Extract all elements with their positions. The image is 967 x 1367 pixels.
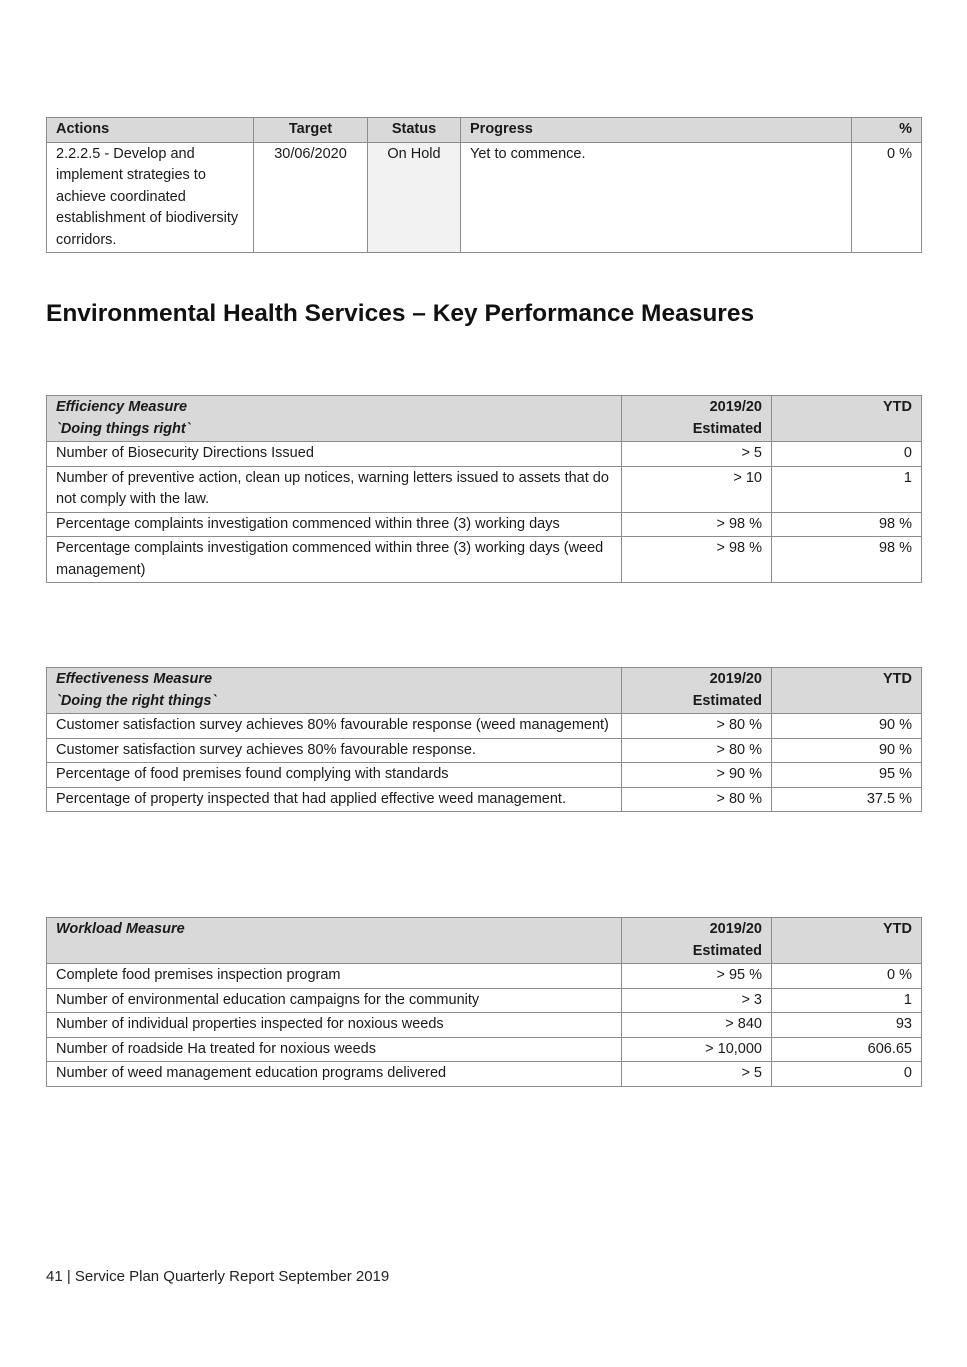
- effectiveness-subtitle: `Doing the right things`: [56, 692, 217, 709]
- target-cell: > 840: [622, 1013, 772, 1038]
- table-row: [47, 512, 922, 537]
- measure-cell: Customer satisfaction survey achieves 80% favourable response.: [47, 738, 622, 763]
- ytd-cell: 0: [772, 1062, 922, 1087]
- workload-year-header: [622, 918, 772, 964]
- target-cell: > 5: [622, 442, 772, 467]
- workload-table: [46, 917, 922, 1087]
- table-row: [47, 763, 922, 788]
- effectiveness-header: [47, 668, 622, 714]
- measure-cell: Complete food premises inspection program: [47, 964, 622, 989]
- ytd-cell: 90 %: [772, 738, 922, 763]
- measure-cell: Number of individual properties inspected for noxious weeds: [47, 1013, 622, 1038]
- target-cell: > 3: [622, 988, 772, 1013]
- effectiveness-title: Effectiveness Measure: [56, 671, 213, 687]
- estimated-label: Estimated: [692, 420, 762, 437]
- ytd-cell: 98 %: [772, 537, 922, 583]
- ytd-cell: 0: [772, 442, 922, 467]
- target-cell: > 5: [622, 1062, 772, 1087]
- measure-cell: Percentage of property inspected that had applied effective weed management.: [47, 787, 622, 812]
- table-row: [47, 537, 922, 583]
- actions-header-row: [47, 118, 922, 143]
- ytd-cell: 95 %: [772, 763, 922, 788]
- efficiency-subtitle: `Doing things right`: [56, 420, 191, 437]
- table-row: [47, 1037, 922, 1062]
- measure-cell: Number of weed management education programs delivered: [47, 1062, 622, 1087]
- header-percent: %: [852, 118, 922, 143]
- efficiency-table: [46, 395, 922, 583]
- measure-cell: Customer satisfaction survey achieves 80% favourable response (weed management): [47, 714, 622, 739]
- year-label: 2019/20: [709, 921, 762, 937]
- workload-ytd-header: YTD: [772, 918, 922, 964]
- efficiency-title: Efficiency Measure: [56, 399, 188, 415]
- measure-cell: Percentage complaints investigation commenced within three (3) working days: [47, 512, 622, 537]
- ytd-cell: 1: [772, 988, 922, 1013]
- header-actions: Actions: [47, 118, 254, 143]
- target-cell: > 98 %: [622, 512, 772, 537]
- effectiveness-table: [46, 667, 922, 812]
- target-cell: 30/06/2020: [254, 142, 368, 253]
- section-title: Environmental Health Services – Key Performance Measures: [46, 300, 755, 327]
- target-cell: > 90 %: [622, 763, 772, 788]
- table-row: [47, 738, 922, 763]
- table-row: [47, 442, 922, 467]
- effectiveness-header-row: [47, 668, 922, 714]
- target-cell: > 10,000: [622, 1037, 772, 1062]
- header-progress: Progress: [461, 118, 852, 143]
- table-row: [47, 1013, 922, 1038]
- status-cell: On Hold: [368, 142, 461, 253]
- actions-table: [46, 117, 922, 253]
- target-cell: > 98 %: [622, 537, 772, 583]
- year-label: 2019/20: [709, 399, 762, 415]
- measure-cell: Number of Biosecurity Directions Issued: [47, 442, 622, 467]
- table-row: [47, 1062, 922, 1087]
- action-cell: 2.2.2.5 - Develop and implement strategies to achieve coordinated establishment of biodiversity corridors.: [47, 142, 254, 253]
- effectiveness-year-header: [622, 668, 772, 714]
- ytd-cell: 93: [772, 1013, 922, 1038]
- year-label: 2019/20: [709, 671, 762, 687]
- efficiency-header: [47, 396, 622, 442]
- ytd-cell: 98 %: [772, 512, 922, 537]
- measure-cell: Percentage of food premises found complying with standards: [47, 763, 622, 788]
- estimated-label: Estimated: [692, 692, 762, 709]
- workload-header-row: [47, 918, 922, 964]
- table-row: [47, 787, 922, 812]
- table-row: [47, 988, 922, 1013]
- table-row: [47, 142, 922, 253]
- workload-title: Workload Measure: [56, 921, 185, 937]
- measure-cell: Number of environmental education campaigns for the community: [47, 988, 622, 1013]
- measure-cell: Number of preventive action, clean up notices, warning letters issued to assets that do not comply with the law.: [47, 466, 622, 512]
- table-row: [47, 714, 922, 739]
- workload-header: [47, 918, 622, 964]
- efficiency-ytd-header: YTD: [772, 396, 922, 442]
- measure-cell: Percentage complaints investigation commenced within three (3) working days (weed management): [47, 537, 622, 583]
- target-cell: > 80 %: [622, 738, 772, 763]
- target-cell: > 80 %: [622, 787, 772, 812]
- header-target: Target: [254, 118, 368, 143]
- progress-cell: Yet to commence.: [461, 142, 852, 253]
- efficiency-header-row: [47, 396, 922, 442]
- ytd-cell: 37.5 %: [772, 787, 922, 812]
- target-cell: > 80 %: [622, 714, 772, 739]
- target-cell: > 10: [622, 466, 772, 512]
- measure-cell: Number of roadside Ha treated for noxious weeds: [47, 1037, 622, 1062]
- ytd-cell: 0 %: [772, 964, 922, 989]
- ytd-cell: 90 %: [772, 714, 922, 739]
- ytd-cell: 606.65: [772, 1037, 922, 1062]
- estimated-label: Estimated: [692, 942, 762, 959]
- page-footer: 41 | Service Plan Quarterly Report September 2019: [46, 1268, 390, 1285]
- target-cell: > 95 %: [622, 964, 772, 989]
- ytd-cell: 1: [772, 466, 922, 512]
- percent-cell: 0 %: [852, 142, 922, 253]
- table-row: [47, 964, 922, 989]
- header-status: Status: [368, 118, 461, 143]
- effectiveness-ytd-header: YTD: [772, 668, 922, 714]
- efficiency-year-header: [622, 396, 772, 442]
- table-row: [47, 466, 922, 512]
